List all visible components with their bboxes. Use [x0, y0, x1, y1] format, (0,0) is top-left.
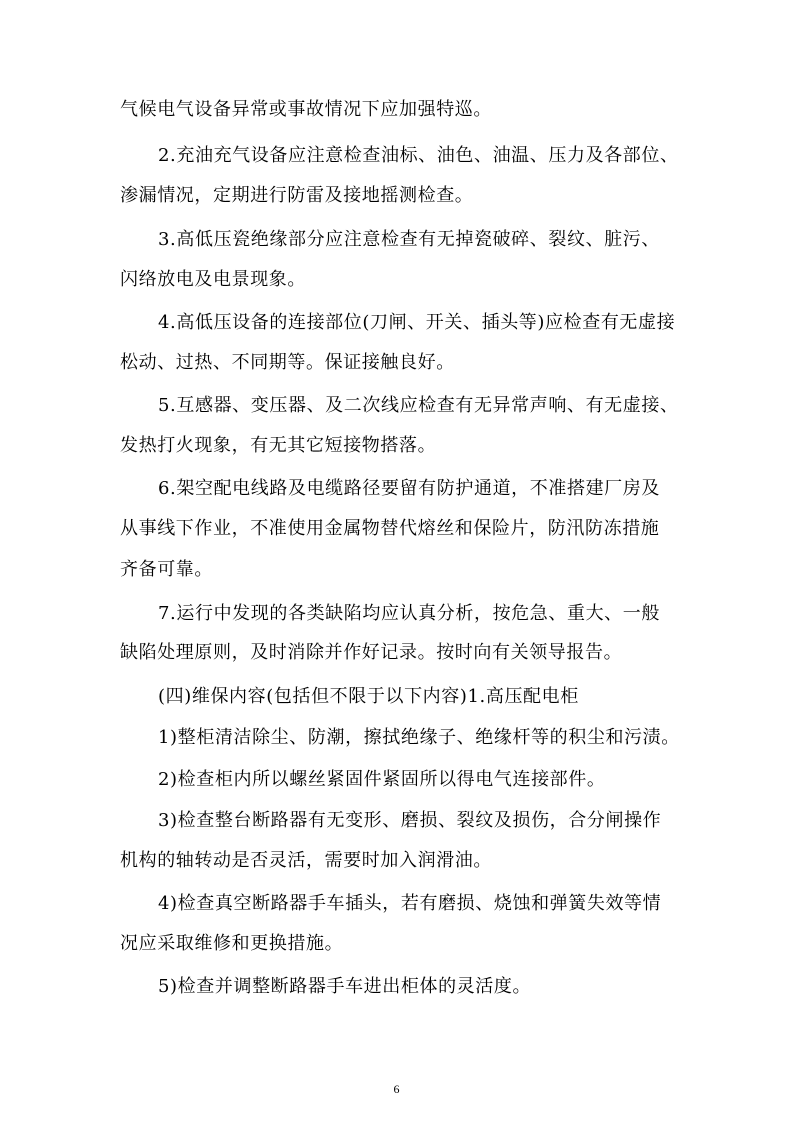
text-line: 况应采取维修和更换措施。: [120, 933, 344, 954]
text-line: 6.架空配电线路及电缆路径要留有防护通道，不准搭建厂房及: [158, 478, 660, 499]
text-line: 4.高低压设备的连接部位(刀闸、开关、插头等)应检查有无虚接: [158, 312, 676, 333]
text-line: 机构的轴转动是否灵活，需要时加入润滑油。: [120, 850, 492, 871]
text-line: 1)整柜清洁除尘、防潮，擦拭绝缘子、绝缘杆等的积尘和污渍。: [158, 727, 680, 748]
page-number: 6: [393, 1082, 400, 1096]
text-line: 松动、过热、不同期等。保证接触良好。: [120, 352, 455, 373]
text-line: 2.充油充气设备应注意检查油标、油色、油温、压力及各部位、: [158, 145, 679, 166]
text-line: 7.运行中发现的各类缺陷均应认真分析，按危急、重大、一般: [158, 603, 660, 624]
text-line: 3.高低压瓷绝缘部分应注意检查有无掉瓷破碎、裂纹、脏污、: [158, 229, 660, 250]
text-line: 5.互感器、变压器、及二次线应检查有无异常声响、有无虚接、: [158, 395, 679, 416]
text-line: 发热打火现象，有无其它短接物搭落。: [120, 435, 437, 456]
text-line: 2)检查柜内所以螺丝紧固件紧固所以得电气连接部件。: [158, 769, 606, 790]
text-line: 3)检查整台断路器有无变形、磨损、裂纹及损伤，合分闸操作: [158, 810, 662, 831]
text-line: (四)维保内容(包括但不限于以下内容)1.高压配电柜: [158, 686, 579, 707]
text-line: 5)检查并调整断路器手车进出柜体的灵活度。: [158, 976, 532, 997]
text-line: 4)检查真空断路器手车插头，若有磨损、烧蚀和弹簧失效等情: [158, 893, 662, 914]
text-line: 缺陷处理原则，及时消除并作好记录。按时向有关领导报告。: [120, 642, 623, 663]
text-line: 闪络放电及电景现象。: [120, 269, 306, 290]
text-line: 渗漏情况，定期进行防雷及接地摇测检查。: [120, 185, 474, 206]
text-line: 齐备可靠。: [120, 559, 213, 580]
text-line: 气候电气设备异常或事故情况下应加强特巡。: [120, 99, 492, 120]
text-line: 从事线下作业，不准使用金属物替代熔丝和保险片，防汛防冻措施: [120, 518, 660, 539]
